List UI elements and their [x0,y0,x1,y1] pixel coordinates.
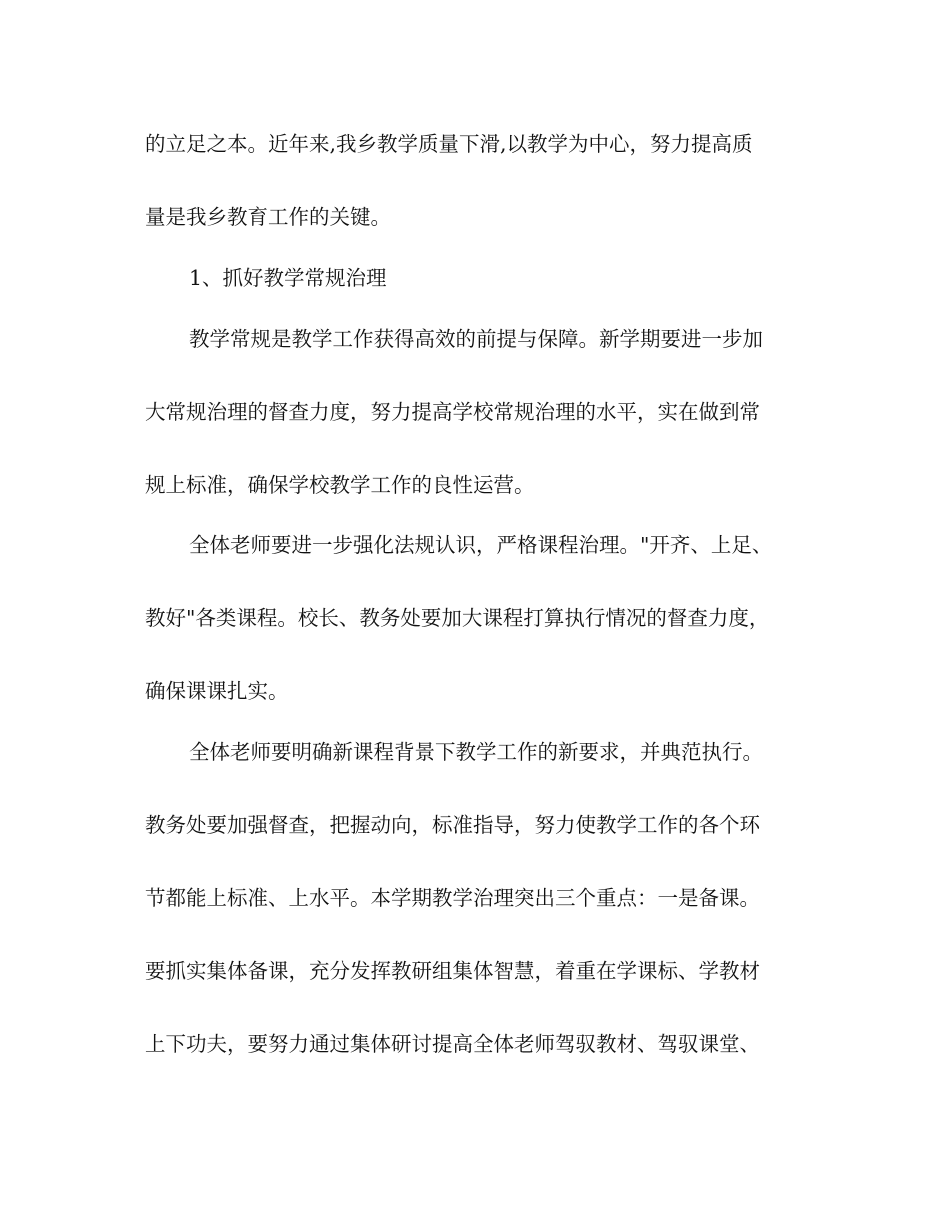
paragraph-first-line: 全体老师要进一步强化法规认识，严格课程治理。"开齐、上足、 [189,533,773,557]
text-line: 上下功夫，要努力通过集体研讨提高全体老师驾驭教材、驾驭课堂、 [145,1032,760,1056]
paragraph-first-line: 教学常规是教学工作获得高效的前提与保障。新学期要进一步加 [189,327,763,351]
text-line: 要抓实集体备课，充分发挥教研组集体智慧，着重在学课标、学教材 [145,959,760,983]
section-heading: 1、抓好教学常规治理 [189,266,387,290]
paragraph-first-line: 全体老师要明确新课程背景下教学工作的新要求，并典范执行。 [189,740,763,764]
text-line: 规上标准，确保学校教学工作的良性运营。 [145,473,535,497]
text-line: 的立足之本。近年来,我乡教学质量下滑,以教学为中心，努力提高质 [145,132,753,156]
text-line: 教好"各类课程。校长、教务处要加大课程打算执行情况的督查力度， [145,606,770,630]
text-line: 节都能上标准、上水平。本学期教学治理突出三个重点：一是备课。 [145,886,760,910]
text-line: 量是我乡教育工作的关键。 [145,205,391,229]
text-line: 教务处要加强督查，把握动向，标准指导，努力使教学工作的各个环 [145,813,760,837]
text-line: 大常规治理的督查力度，努力提高学校常规治理的水平，实在做到常 [145,400,760,424]
text-line: 确保课课扎实。 [145,679,289,703]
